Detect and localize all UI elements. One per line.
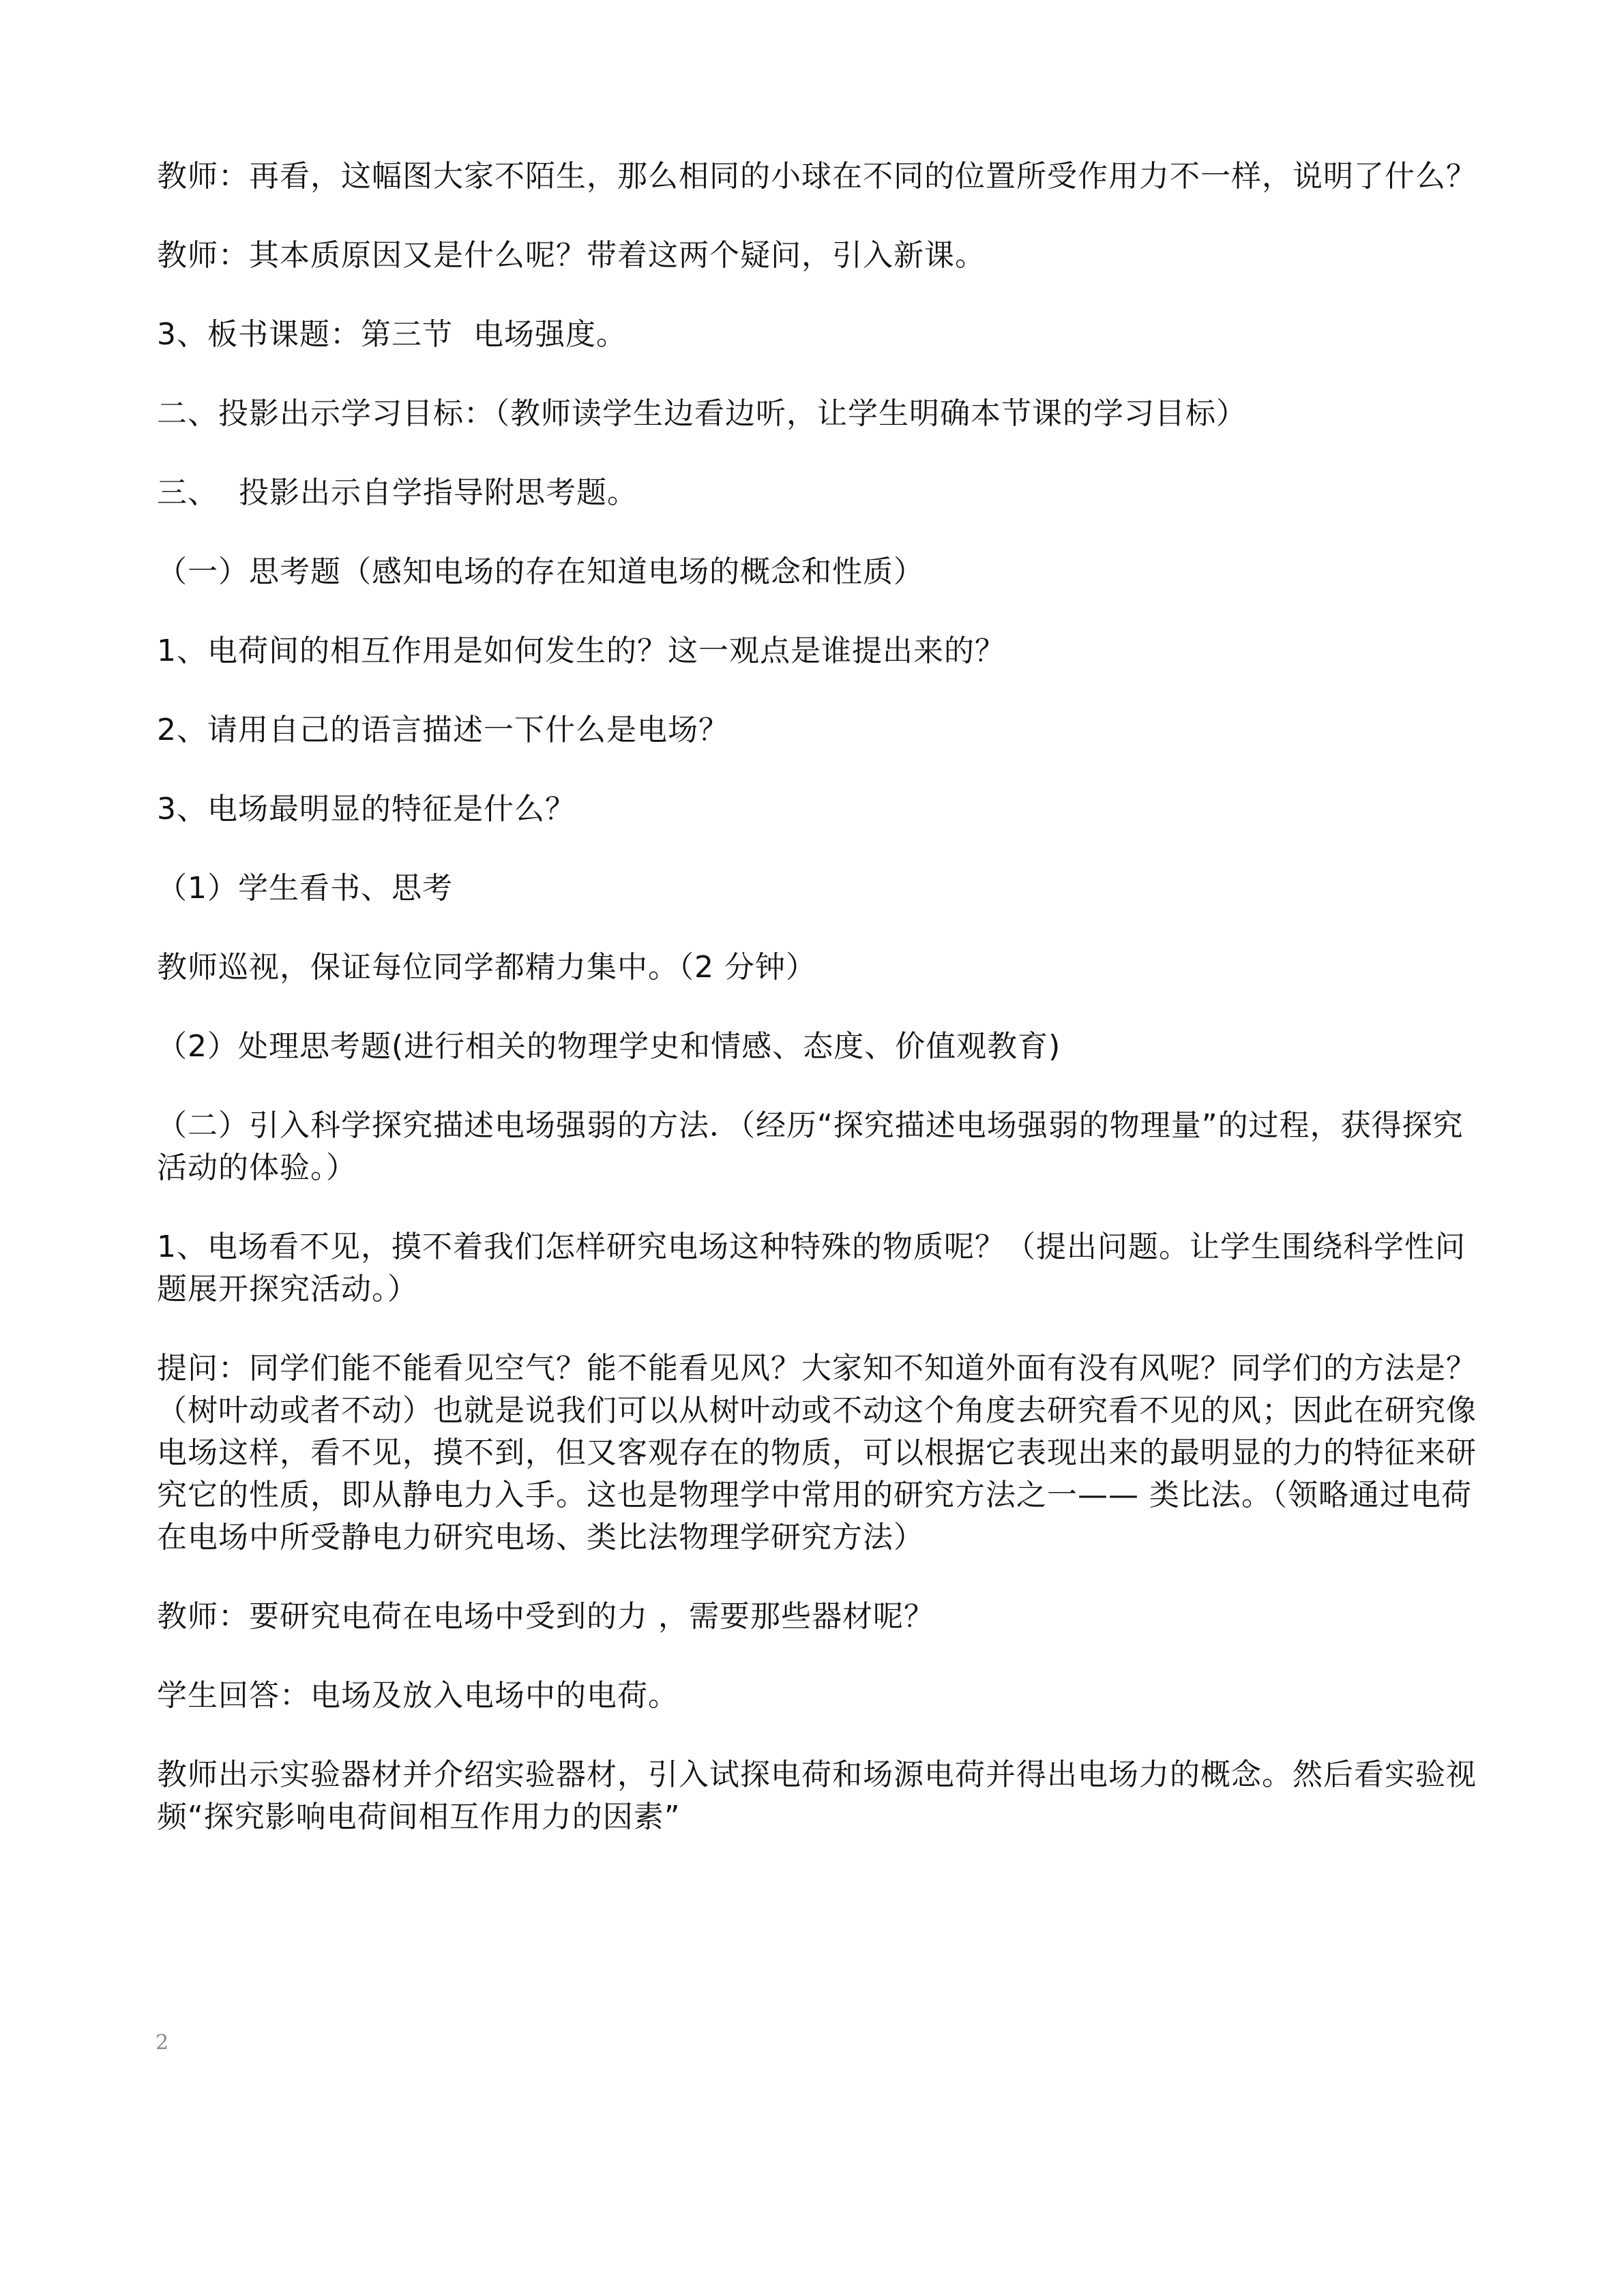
paragraph: 教师出示实验器材并介绍实验器材，引入试探电荷和场源电荷并得出电场力的概念。然后看实验视频“探究影响电荷间相互作用力的因素”	[157, 1757, 1477, 1834]
paragraph: 1、电场看不见，摸不着我们怎样研究电场这种特殊的物质呢？（提出问题。让学生围绕科学性问题展开探究活动。）	[157, 1229, 1466, 1307]
paragraph: （1）学生看书、思考	[157, 871, 453, 906]
paragraph: 学生回答：电场及放入电场中的电荷。	[157, 1678, 679, 1713]
paragraph: 教师巡视，保证每位同学都精力集中。（2 分钟）	[157, 950, 816, 985]
paragraph: 教师：其本质原因又是什么呢？带着这两个疑问，引入新课。	[157, 238, 986, 273]
paragraph: 提问：同学们能不能看见空气？能不能看见风？大家知不知道外面有没有风呢？同学们的方法是？（树叶动或者不动）也就是说我们可以从树叶动或不动这个角度去研究看不见的风；因此在研究像电场这样，看不见，摸不到，但又客观存在的物质，可以根据它表现出来的最明显的力的特征来研究它的性质，即从静电力入手。这也是物理学中常用的研究方法之一—— 类比法。（领略通过电荷在电场中所受静电力研究电场、类比法物理学研究方法）	[157, 1351, 1477, 1555]
paragraph: 2、请用自己的语言描述一下什么是电场？	[157, 713, 729, 747]
paragraph: （一）思考题（感知电场的存在知道电场的概念和性质）	[157, 554, 924, 589]
paragraph: 二、投影出示学习目标：（教师读学生边看边听，让学生明确本节课的学习目标）	[157, 396, 1247, 431]
paragraph: 教师：要研究电荷在电场中受到的力 ，需要那些器材呢？	[157, 1599, 934, 1634]
document-body	[157, 155, 1494, 1875]
paragraph: （2）处理思考题(进行相关的物理学史和情感、态度、价值观教育)	[157, 1029, 1061, 1064]
paragraph: 1、电荷间的相互作用是如何发生的？这一观点是谁提出来的？	[157, 633, 1005, 668]
paragraph: （二）引入科学探究描述电场强弱的方法．（经历“探究描述电场强弱的物理量”的过程，获得探究活动的体验。）	[157, 1108, 1464, 1185]
paragraph: 教师：再看，这幅图大家不陌生，那么相同的小球在不同的位置所受作用力不一样，说明了什么？	[157, 159, 1477, 194]
paragraph: 3、电场最明显的特征是什么？	[157, 792, 576, 826]
paragraph: 3、板书课题：第三节 电场强度。	[157, 317, 627, 352]
page-number: 2	[156, 2031, 169, 2055]
paragraph: 三、 投影出示自学指导附思考题。	[157, 475, 638, 510]
